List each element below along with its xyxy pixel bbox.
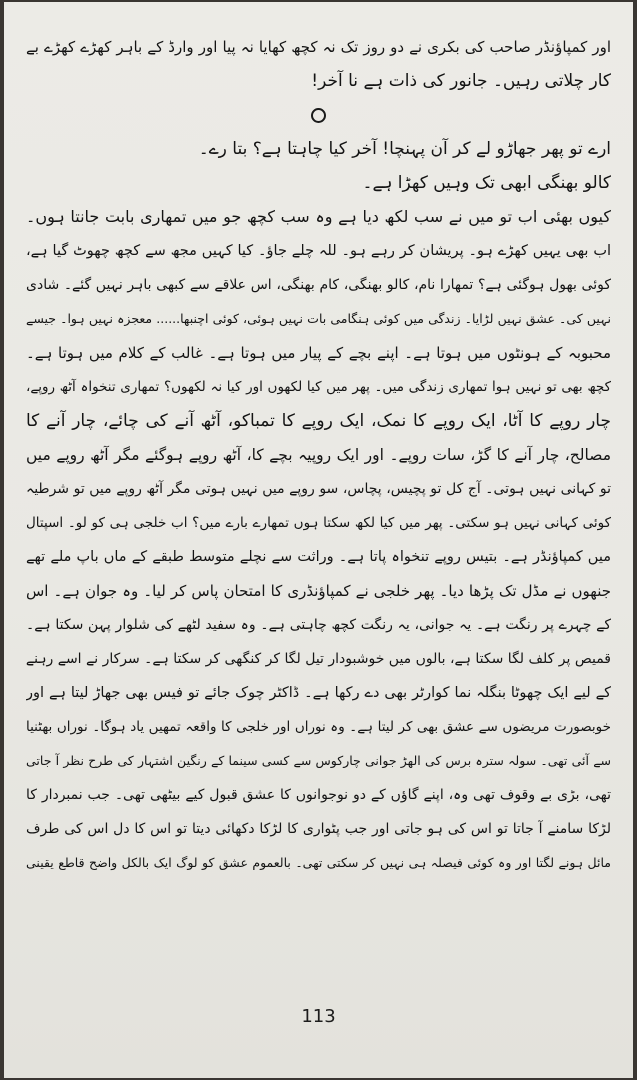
text-line: کوئی بھول ہوگئی ہے؟ تمھارا نام، کالو بھنگی، کام بھنگی، اس علاقے سے کبھی باہر نہیں گئے۔ شادی (26, 277, 611, 293)
text-line: کے لیے ایک چھوٹا بنگلہ نما کوارٹر بھی دے رکھا ہے۔ ڈاکٹر چوک جائے تو فیس بھی جھاڑ لیتا ہے اور (26, 685, 611, 701)
text-line: کیوں بھئی اب تو میں نے سب لکھ دیا ہے وہ سب کچھ جو میں تمھاری بابت جانتا ہوں۔ (26, 207, 611, 226)
text-line: نہیں کی۔ عشق نہیں لڑایا۔ زندگی میں کوئی ہنگامی بات نہیں ہوئی، کوئی اچنبھا...... معجزہ نہیں ہوا۔ جیسے (26, 311, 611, 326)
text-line: اب بھی یہیں کھڑے ہو۔ پریشان کر رہے ہو۔ للہ چلے جاؤ۔ کیا کہیں مجھ سے کچھ چھوٹ گیا ہے، (26, 243, 611, 259)
text-line: سے آئی تھی۔ سولہ سترہ برس کی الھڑ جوانی چارکوس سے کسی سینما کے رنگین اشتہار کی طرح نظر آ جاتی (26, 753, 611, 768)
text-line: کالو بھنگی ابھی تک وہیں کھڑا ہے۔ (362, 173, 611, 193)
text-line: تھی، بڑی بے وقوف تھی وہ، اپنے گاؤں کے دو نوجوانوں کا عشق قبول کیے بیٹھی تھی۔ جب نمبردار کا (26, 787, 611, 803)
text-line: کے چہرے پر رنگت ہے۔ یہ جوانی، یہ رنگت کچھ چاہتی ہے۔ وہ سفید لٹھے کی شلوار پہن سکتا ہے۔ (26, 617, 611, 633)
text-line: کوئی کہانی نہیں ہو سکتی۔ پھر میں کیا لکھ سکتا ہوں تمھارے بارے میں؟ اب خلجی ہی کو لو۔ اسپتال (26, 515, 611, 531)
text-line: خوبصورت مریضوں سے عشق بھی کر لیتا ہے۔ وہ نوراں اور خلجی کا واقعہ تمھیں یاد ہوگا۔ نوراں بھٹنیا (26, 719, 611, 735)
section-break (26, 98, 611, 132)
text-line: کچھ بھی تو نہیں ہوا تمھاری زندگی میں۔ پھر میں کیا لکھوں اور کیا نہ لکھوں؟ تمھاری تنخواہ آٹھ روپے، (26, 379, 611, 395)
text-line: میں کمپاؤنڈر ہے۔ بتیس روپے تنخواہ پاتا ہے۔ وراثت سے نچلے متوسط طبقے کے ماں باپ ملے تھے (26, 549, 611, 565)
book-page (4, 2, 633, 1078)
text-line: محبوبہ کے ہونٹوں میں ہوتا ہے۔ اپنے بچے کے پیار میں ہوتا ہے۔ غالب کے کلام میں ہوتا ہے۔ (26, 344, 611, 362)
text-line: قمیص پر کلف لگا سکتا ہے، بالوں میں خوشبودار تیل لگا کر کنگھی کر سکتا ہے۔ سرکار نے اسے رہنے (26, 651, 611, 667)
text-line: اور کمپاؤنڈر صاحب کی بکری نے دو روز تک نہ کچھ کھایا نہ پیا اور وارڈ کے باہر کھڑے کھڑے بے (26, 38, 611, 56)
text-line: مصالح، چار آنے کا گڑ، سات روپے۔ اور ایک روپیہ بچے کا، آٹھ روپے ہوگئے مگر آٹھ روپے میں (26, 446, 611, 464)
text-line: لڑکا سامنے آ جاتا تو اس کی ہو جاتی اور جب پٹواری کا لڑکا دکھائی دیتا تو اس کا دل اس کی طرف (26, 821, 611, 837)
text-line: جنھوں نے مڈل تک پڑھا دیا۔ پھر خلجی نے کمپاؤنڈری کا امتحان پاس کر لیا۔ وہ جوان ہے۔ اس (26, 582, 611, 600)
text-line: تو کہانی نہیں ہوتی۔ آج کل تو پچیس، پچاس، سو روپے میں نہیں ہوتی مگر آٹھ روپے میں تو شرطیہ (26, 481, 611, 497)
page-text (26, 30, 611, 880)
text-line: چار روپے کا آٹا، ایک روپے کا نمک، ایک روپے کا تمباکو، آٹھ آنے کی چائے، چار آنے کا (26, 411, 611, 431)
circle-ornament-icon (311, 108, 326, 123)
page-number: 113 (301, 1006, 336, 1027)
text-line: کار چلاتی رہیں۔ جانور کی ذات ہے نا آخر! (311, 71, 611, 91)
text-line: مائل ہونے لگتا اور وہ کوئی فیصلہ ہی نہیں کر سکتی تھی۔ بالعموم عشق کو لوگ ایک بالکل واضح قاطع یقینی (26, 855, 611, 870)
text-line: ارے تو پھر جھاڑو لے کر آن پہنچا! آخر کیا چاہتا ہے؟ بتا رے۔ (198, 139, 611, 159)
